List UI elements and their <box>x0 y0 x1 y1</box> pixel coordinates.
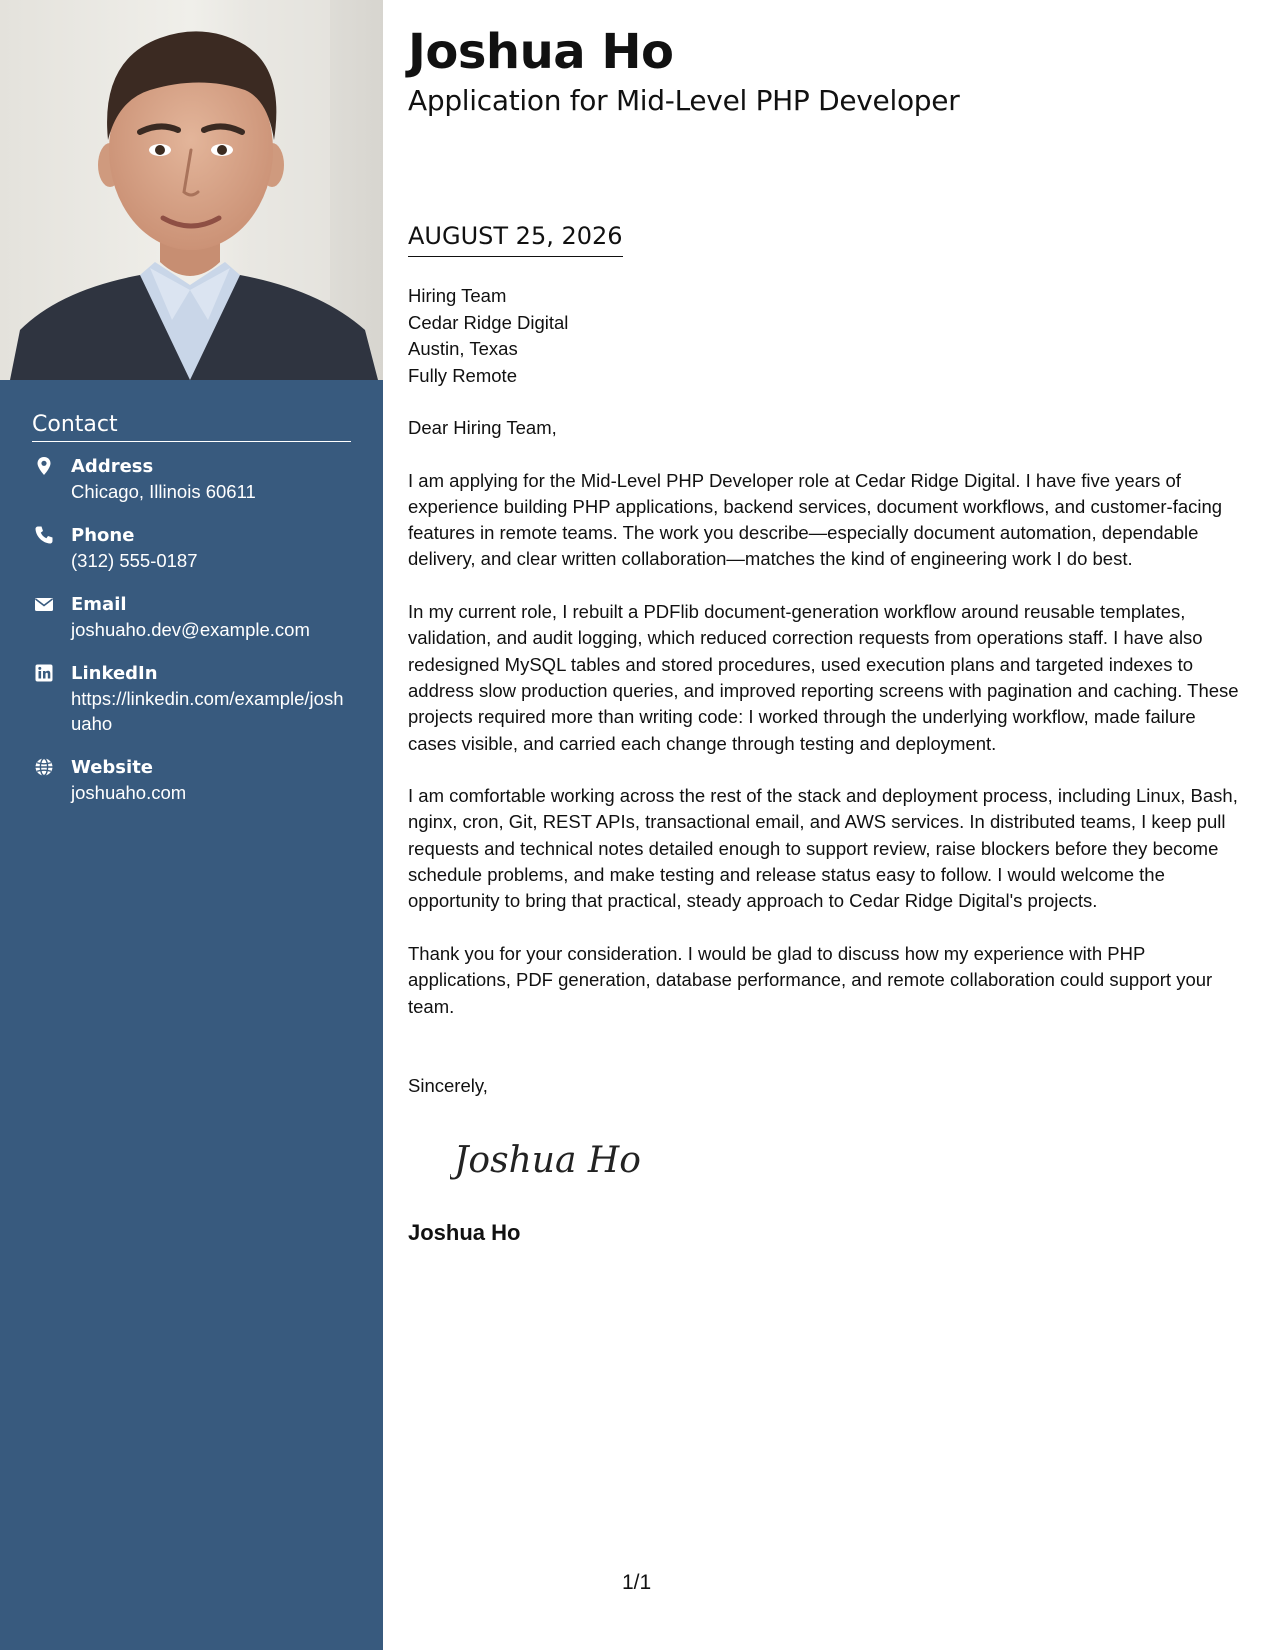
contact-section <box>32 412 351 824</box>
page-number: 1/1 <box>622 1571 652 1594</box>
recipient-line: Cedar Ridge Digital <box>408 311 569 333</box>
contact-title: Contact <box>32 412 351 442</box>
paragraph: I am comfortable working across the rest of the stack and deployment process, including Linux, Bash, nginx, cron, Git, REST APIs, transactional email, and AWS services. In distributed teams, I keep pull requests and technical notes detailed enough to support review, raise blockers before they become schedule problems, and make testing and release status easy to follow. I would welcome the opportunity to bring that practical, steady approach to Cedar Ridge Digital's projects. <box>408 785 1238 912</box>
closing: Sincerely, <box>408 1075 488 1096</box>
email-value[interactable]: joshuaho.dev@example.com <box>71 619 310 640</box>
website-label: Website <box>71 757 154 778</box>
website-value[interactable]: joshuaho.com <box>71 782 187 803</box>
contact-phone <box>32 523 351 573</box>
recipient-block <box>408 283 568 389</box>
salutation: Dear Hiring Team, <box>408 417 557 438</box>
portrait-illustration <box>0 0 383 380</box>
paragraph: In my current role, I rebuilt a PDFlib document-generation workflow around reusable templates, validation, and audit logging, which reduced correction requests from operations staff. I have also redesigned MySQL tables and stored procedures, used execution plans and targeted indexes to address slow production queries, and improved reporting screens with pagination and caching. These projects required more than writing code: I worked through the underlying workflow, made failure cases visible, and carried each change through testing and deployment. <box>408 601 1239 754</box>
envelope-icon <box>34 594 54 614</box>
letter-content <box>408 415 1243 1046</box>
paragraph: Thank you for your consideration. I would be glad to discuss how my experience with PHP applications, PDF generation, database performance, and remote collaboration could support your team. <box>408 942 1213 1017</box>
paragraph: I am applying for the Mid-Level PHP Developer role at Cedar Ridge Digital. I have five years of experience building PHP applications, backend services, document workflows, and customer-facing features in remote teams. The work you describe—especially document automation, dependable delivery, and clear written collaboration—matches the kind of engineering work I do best. <box>408 469 1223 570</box>
signed-name: Joshua Ho <box>408 1220 521 1245</box>
globe-icon <box>34 757 54 777</box>
sidebar <box>0 0 383 1650</box>
phone-icon <box>34 525 54 545</box>
email-label: Email <box>71 594 127 615</box>
letter-date: AUGUST 25, 2026 <box>408 222 623 257</box>
recipient-line: Austin, Texas <box>408 338 518 359</box>
profile-photo <box>0 0 383 380</box>
phone-value[interactable]: (312) 555-0187 <box>71 550 198 571</box>
phone-label: Phone <box>71 525 135 546</box>
contact-linkedin <box>32 661 351 736</box>
contact-email <box>32 592 351 642</box>
applicant-name: Joshua Ho <box>408 24 674 80</box>
recipient-line: Hiring Team <box>408 285 507 306</box>
application-subtitle: Application for Mid-Level PHP Developer <box>408 84 960 117</box>
linkedin-icon <box>34 663 54 683</box>
address-label: Address <box>71 456 154 477</box>
recipient-line: Fully Remote <box>408 364 517 386</box>
address-value: Chicago, Illinois 60611 <box>71 481 256 502</box>
linkedin-value[interactable]: https://linkedin.com/example/joshuaho <box>71 688 344 734</box>
linkedin-label: LinkedIn <box>71 663 158 684</box>
handwritten-signature <box>450 1128 650 1188</box>
contact-address <box>32 454 351 504</box>
map-pin-icon <box>34 456 54 476</box>
contact-website <box>32 755 351 805</box>
signature-text: Joshua Ho <box>454 1140 641 1181</box>
